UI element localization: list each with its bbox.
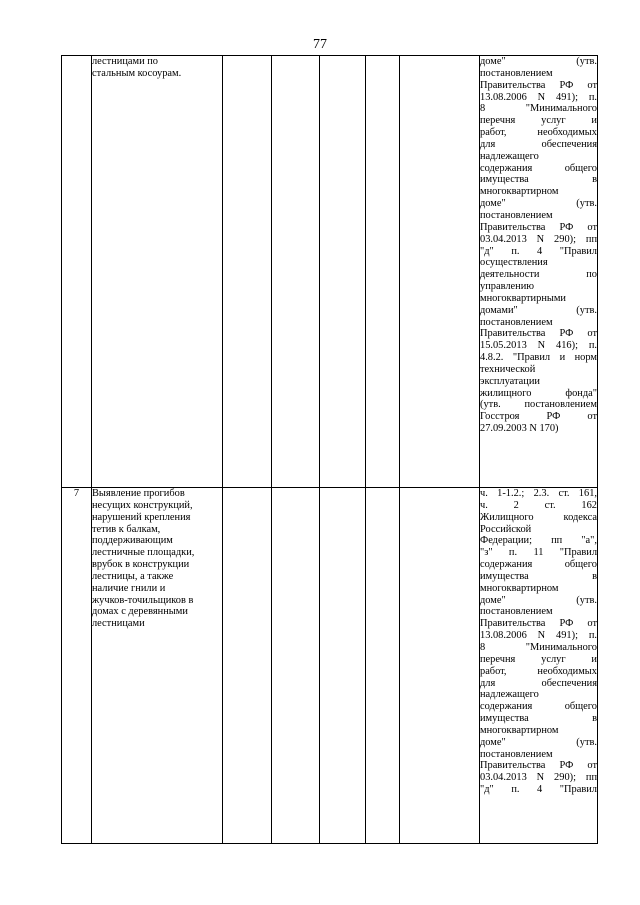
legal-line: 8 "Минимального	[480, 103, 597, 115]
legal-line: содержания общего	[480, 701, 597, 713]
legal-line: управлению	[480, 281, 535, 293]
legal-line: Правительства РФ от	[480, 79, 597, 91]
legal-line: работ, необходимых	[480, 665, 597, 677]
empty-cell	[320, 488, 366, 844]
legal-line: содержания общего	[480, 559, 597, 571]
legal-line: доме" (утв.	[480, 736, 597, 748]
row-number: 7	[62, 488, 92, 844]
legal-line: имущества в	[480, 570, 597, 582]
legal-line: надлежащего	[480, 689, 539, 701]
legal-line: 27.09.2003 N 170)	[480, 423, 559, 435]
legal-line: ч. 2 ст. 162	[480, 499, 597, 511]
empty-cell	[366, 56, 400, 488]
legal-line: осуществления	[480, 257, 548, 269]
legal-line: 15.05.2013 N 416); п.	[480, 340, 597, 352]
legal-line: перечня услуг и	[480, 653, 597, 665]
legal-line: Правительства РФ от	[480, 618, 597, 630]
description-line: Выявление прогибов	[92, 488, 185, 499]
description-line: врубок в конструкции	[92, 559, 190, 571]
legal-line: Федерации; пп "а",	[480, 535, 597, 547]
legal-line: постановлением	[480, 67, 553, 79]
description-line: лестницами по	[92, 56, 158, 67]
legal-basis	[480, 488, 598, 844]
legal-line: 03.04.2013 N 290); пп	[480, 233, 597, 245]
work-description	[92, 488, 223, 844]
legal-line: работ, необходимых	[480, 127, 597, 139]
legal-line: Правительства РФ от	[480, 760, 597, 772]
legal-line: многоквартирном	[480, 724, 559, 736]
legal-line: (утв. постановлением	[480, 399, 597, 411]
description-line: нарушений крепления	[92, 511, 191, 523]
work-description	[92, 56, 223, 488]
description-line: поддерживающим	[92, 535, 173, 547]
description-line: несущих конструкций,	[92, 499, 193, 511]
legal-line: содержания общего	[480, 162, 597, 174]
empty-cell	[400, 488, 480, 844]
legal-line: технической	[480, 363, 536, 375]
description-line: лестницами	[92, 618, 145, 630]
legal-line: постановлением	[480, 606, 553, 618]
legal-line: постановлением	[480, 316, 553, 328]
page-number: 77	[313, 37, 327, 52]
legal-line: имущества в	[480, 174, 597, 186]
legal-line: 8 "Минимального	[480, 641, 597, 653]
legal-line: для обеспечения	[480, 138, 597, 150]
legal-line: доме" (утв.	[480, 198, 597, 210]
empty-cell	[400, 56, 480, 488]
description-line: лестничные площадки,	[92, 547, 195, 559]
empty-cell	[272, 488, 320, 844]
legal-line: Правительства РФ от	[480, 328, 597, 340]
legal-line: жилищного фонда"	[480, 387, 597, 399]
legal-line: 13.08.2006 N 491); п.	[480, 630, 597, 642]
empty-cell	[320, 56, 366, 488]
legal-line: Госстроя РФ от	[480, 411, 597, 423]
requirements-table	[61, 55, 598, 844]
legal-line: многоквартирном	[480, 582, 559, 594]
legal-line: постановлением	[480, 748, 553, 760]
legal-line: "з" п. 11 "Правил	[480, 547, 597, 559]
empty-cell	[272, 56, 320, 488]
legal-basis	[480, 56, 598, 488]
legal-line: Российской	[480, 523, 532, 535]
legal-line: домами" (утв.	[480, 304, 597, 316]
legal-line: "д" п. 4 "Правил	[480, 245, 597, 257]
description-line: тетив к балкам,	[92, 523, 161, 535]
empty-cell	[223, 488, 272, 844]
row-number	[62, 56, 92, 488]
description-line: стальным косоурам.	[92, 67, 182, 79]
legal-line: деятельности по	[480, 269, 597, 281]
legal-line: постановлением	[480, 209, 553, 221]
empty-cell	[366, 488, 400, 844]
legal-line: для обеспечения	[480, 677, 597, 689]
empty-cell	[223, 56, 272, 488]
description-line: лестницы, а также	[92, 570, 174, 582]
description-line: жучков-точильщиков в	[92, 594, 194, 606]
description-line: наличие гнили и	[92, 582, 166, 594]
table-row	[62, 56, 598, 488]
legal-line: перечня услуг и	[480, 115, 597, 127]
legal-line: многоквартирном	[480, 186, 559, 198]
legal-line: 4.8.2. "Правил и норм	[480, 352, 597, 364]
legal-line: доме" (утв.	[480, 594, 597, 606]
legal-line: Жилищного кодекса	[480, 511, 597, 523]
legal-line: Правительства РФ от	[480, 221, 597, 233]
table-row	[62, 488, 598, 844]
legal-line: 03.04.2013 N 290); пп	[480, 772, 597, 784]
legal-line: "д" п. 4 "Правил	[480, 784, 597, 796]
legal-line: ч. 1-1.2.; 2.3. ст. 161,	[480, 488, 597, 499]
legal-line: надлежащего	[480, 150, 539, 162]
legal-line: эксплуатации	[480, 375, 540, 387]
legal-line: многоквартирными	[480, 292, 566, 304]
legal-line: доме" (утв.	[480, 56, 597, 67]
description-line: домах с деревянными	[92, 606, 188, 618]
legal-line: имущества в	[480, 713, 597, 725]
legal-line: 13.08.2006 N 491); п.	[480, 91, 597, 103]
